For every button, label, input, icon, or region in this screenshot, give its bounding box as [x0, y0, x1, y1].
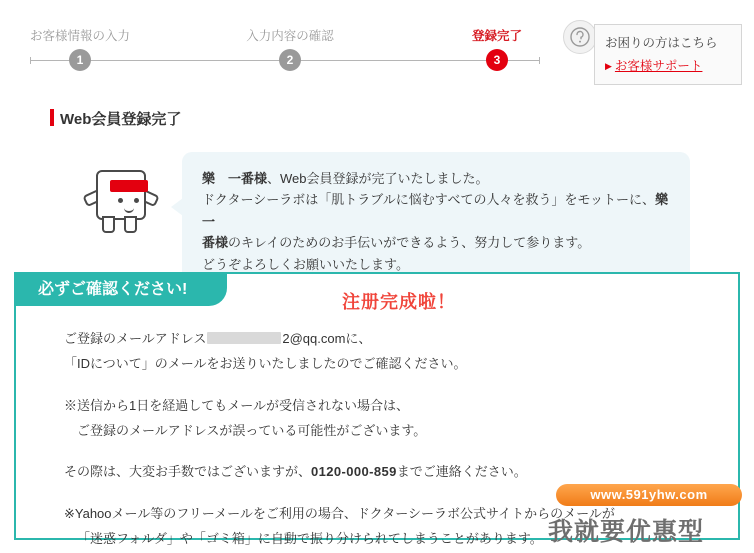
support-box	[594, 24, 742, 85]
annotation-note: 注册完成啦！	[342, 292, 456, 312]
mascot-character-icon	[88, 168, 160, 236]
balloon-line-1	[202, 168, 670, 189]
step-dot-1: 1	[69, 49, 91, 71]
balloon-line-1-text: 、Web会員登録が完了いたしました。	[267, 171, 489, 186]
completion-message-balloon	[182, 152, 690, 289]
support-link-row[interactable]	[605, 56, 731, 74]
customer-name-3: 番様	[202, 235, 229, 251]
masked-email-icon	[207, 332, 281, 344]
balloon-line-3	[202, 232, 670, 253]
step-label-3: 登録完了	[471, 29, 523, 43]
step-dot-2: 2	[279, 49, 301, 71]
confirm-tab-label: 必ずご確認ください!	[16, 274, 227, 306]
step-label-1: お客様情報の入力	[29, 29, 131, 43]
balloon-line-3-text: のキレイのためのお手伝いができるよう、努力して参ります。	[228, 235, 591, 251]
balloon-line-2	[202, 189, 682, 232]
notice-line-2: ご登録のメールアドレスが誤っている可能性がございます。	[77, 423, 427, 439]
spacer-2	[64, 443, 718, 459]
customer-support-link[interactable]: お客様サポート	[614, 59, 703, 73]
spacer-1	[64, 377, 718, 393]
balloon-line-4: どうぞよろしくお願いいたします。	[202, 256, 409, 272]
contact-line-prefix: その際は、大変お手数ではございますが、	[64, 464, 312, 480]
customer-name-2: 樂 一	[202, 192, 682, 229]
id-mail-line: 「IDについて」のメールをお送りいたしましたのでご確認ください。	[64, 356, 467, 372]
freemail-line-1: ※Yahooメール等のフリーメールをご利用の場合、ドクターシーラボ公式サイトからのメールが	[64, 505, 615, 521]
balloon-line-2-text: ドクターシーラボは「肌トラブルに悩むすべての人々を救う」をモットーに、	[202, 192, 656, 208]
notice-line-1: ※送信から1日を経過してもメールが受信されない場合は、	[64, 397, 409, 413]
watermark-url: www.591yhw.com	[556, 484, 742, 506]
support-title: お困りの方はこちら	[605, 36, 718, 50]
watermark-text: 我就要优惠型	[548, 518, 705, 546]
contact-line	[64, 459, 718, 484]
contact-line-suffix: までご連絡ください。	[396, 464, 527, 480]
email-line	[64, 326, 718, 351]
page-title: Web会員登録完了	[50, 108, 181, 129]
support-phone-number: 0120-000-859	[311, 464, 397, 480]
freemail-line-2: 「迷惑フォルダ」や「ゴミ箱」に自動で振り分けられてしまうことがあります。	[77, 531, 543, 547]
step-label-2: 入力内容の確認	[246, 29, 334, 43]
support-headset-icon	[563, 20, 597, 54]
customer-name: 樂 一番様	[202, 171, 268, 186]
email-line-tail: に、	[345, 331, 372, 346]
arrow-right-icon: ▶	[605, 61, 612, 71]
step-dot-3: 3	[486, 49, 508, 71]
step-labels	[0, 0, 562, 43]
email-address: 2@qq.com	[282, 331, 346, 346]
email-line-prefix: ご登録のメールアドレス	[64, 331, 207, 346]
progress-steps	[0, 0, 562, 80]
